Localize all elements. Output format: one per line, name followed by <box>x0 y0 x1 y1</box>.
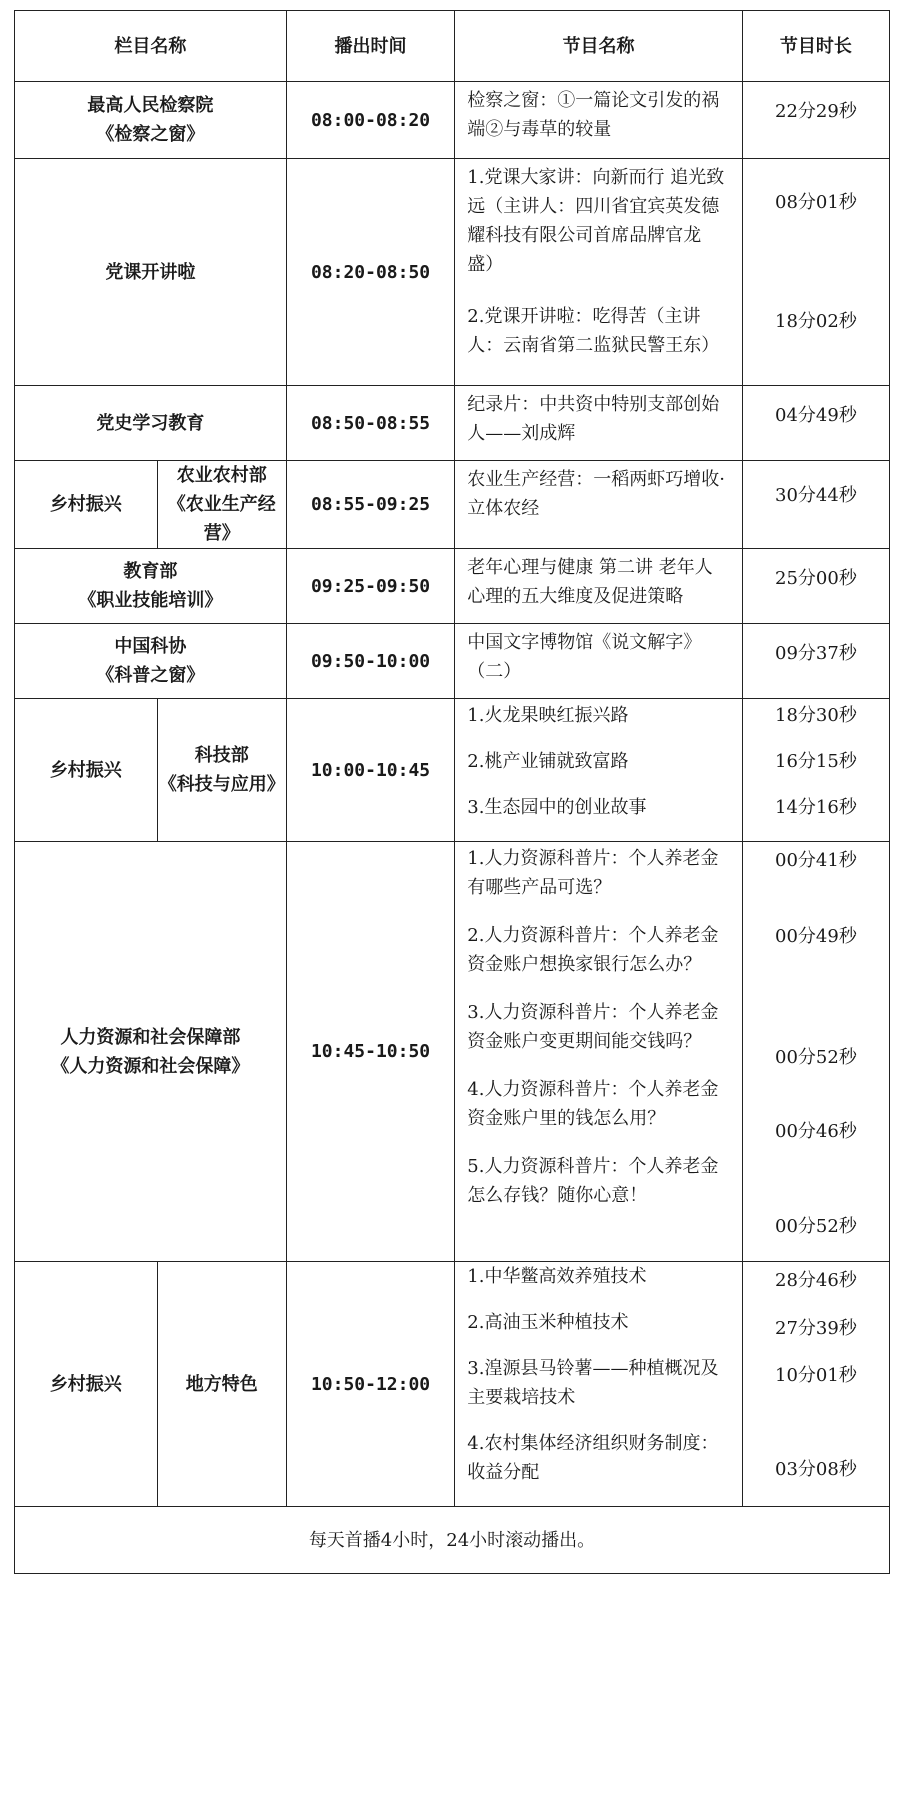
duration-cell <box>742 699 889 842</box>
program-title: 3.生态园中的创业故事 <box>467 797 647 818</box>
duration-value: 28分46秒 <box>775 1270 857 1291</box>
program-title: 3.湟源县马铃薯——种植概况及主要栽培技术 <box>467 1358 719 1408</box>
column-name-cell <box>15 624 287 699</box>
column-name: 党史学习教育 <box>96 412 205 434</box>
duration-value: 16分15秒 <box>775 751 857 772</box>
column-subname: 《农业生产经营》 <box>167 494 276 544</box>
duration-value: 25分00秒 <box>775 568 857 589</box>
program-title: 检察之窗：①一篇论文引发的祸端②与毒草的较量 <box>467 90 720 140</box>
table-row <box>15 699 890 842</box>
column-name-cell <box>157 1262 286 1507</box>
duration-cell <box>742 386 889 461</box>
duration-value: 03分08秒 <box>775 1459 857 1480</box>
column-name-cell <box>15 842 287 1262</box>
broadcast-time: 08:55-09:25 <box>286 461 454 549</box>
program-title: 2.桃产业铺就致富路 <box>467 751 629 772</box>
header-row <box>15 11 890 82</box>
broadcast-time: 08:50-08:55 <box>286 386 454 461</box>
footer-note: 每天首播4小时，24小时滚动播出。 <box>15 1507 890 1574</box>
program-cell <box>455 82 743 159</box>
program-cell <box>455 159 743 386</box>
duration-value: 27分39秒 <box>775 1318 857 1339</box>
duration-cell <box>742 159 889 386</box>
program-cell <box>455 842 743 1262</box>
column-name-cell <box>157 699 286 842</box>
column-subname: 《科技与应用》 <box>158 774 285 795</box>
program-title: 中国文字博物馆《说文解字》（二） <box>467 632 702 682</box>
duration-value: 30分44秒 <box>775 485 857 506</box>
column-name: 党课开讲啦 <box>105 261 196 283</box>
duration-cell <box>742 1262 889 1507</box>
table-row <box>15 82 890 159</box>
column-subname: 《检察之窗》 <box>96 124 205 145</box>
duration-value: 10分01秒 <box>775 1365 857 1386</box>
program-title: 农业生产经营：一稻两虾巧增收·立体农经 <box>467 469 726 519</box>
program-title: 1.中华鳖高效养殖技术 <box>467 1266 647 1287</box>
program-title: 1.党课大家讲：向新而行 追光致远（主讲人：四川省宜宾英发德耀科技有限公司首席品牌官龙盛） <box>467 167 725 275</box>
table-row <box>15 461 890 549</box>
category-cell: 乡村振兴 <box>15 461 158 549</box>
duration-value: 00分46秒 <box>775 1121 857 1142</box>
column-name-cell <box>15 386 287 461</box>
program-cell <box>455 461 743 549</box>
program-cell <box>455 1262 743 1507</box>
broadcast-time: 10:00-10:45 <box>286 699 454 842</box>
program-cell <box>455 624 743 699</box>
duration-value: 04分49秒 <box>775 405 857 426</box>
column-name-cell <box>15 159 287 386</box>
duration-cell <box>742 461 889 549</box>
broadcast-time: 08:00-08:20 <box>286 82 454 159</box>
column-name: 农业农村部 <box>176 465 267 486</box>
duration-cell <box>742 624 889 699</box>
duration-value: 00分52秒 <box>775 1047 857 1068</box>
header-duration: 节目时长 <box>742 11 889 82</box>
table-row <box>15 624 890 699</box>
program-title: 纪录片：中共资中特别支部创始人——刘成辉 <box>467 394 720 444</box>
footer-row <box>15 1507 890 1574</box>
program-title: 1.火龙果映红振兴路 <box>467 705 629 726</box>
program-title: 4.人力资源科普片：个人养老金资金账户里的钱怎么用？ <box>467 1079 719 1129</box>
table-row <box>15 159 890 386</box>
broadcast-time: 09:50-10:00 <box>286 624 454 699</box>
column-name: 人力资源和社会保障部 <box>60 1026 241 1048</box>
column-subname: 《科普之窗》 <box>96 665 205 686</box>
table-row <box>15 386 890 461</box>
column-name: 地方特色 <box>185 1373 258 1395</box>
program-title: 5.人力资源科普片：个人养老金怎么存钱？随你心意！ <box>467 1156 719 1206</box>
table-row <box>15 1262 890 1507</box>
program-title: 2.高油玉米种植技术 <box>467 1312 629 1333</box>
program-title: 老年心理与健康 第二讲 老年人心理的五大维度及促进策略 <box>467 557 713 607</box>
column-subname: 《人力资源和社会保障》 <box>51 1055 250 1077</box>
duration-cell <box>742 842 889 1262</box>
duration-value: 09分37秒 <box>775 643 857 664</box>
duration-cell <box>742 549 889 624</box>
broadcast-time: 10:45-10:50 <box>286 842 454 1262</box>
broadcast-time: 10:50-12:00 <box>286 1262 454 1507</box>
broadcast-time: 09:25-09:50 <box>286 549 454 624</box>
program-title: 2.党课开讲啦：吃得苦（主讲人：云南省第二监狱民警王东） <box>467 306 720 356</box>
program-title: 3.人力资源科普片：个人养老金资金账户变更期间能交钱吗？ <box>467 1002 719 1052</box>
column-name-cell <box>15 82 287 159</box>
header-broadcast-time: 播出时间 <box>286 11 454 82</box>
table-row <box>15 842 890 1262</box>
column-name: 中国科协 <box>114 636 187 657</box>
duration-cell <box>742 82 889 159</box>
category-cell: 乡村振兴 <box>15 1262 158 1507</box>
program-cell <box>455 699 743 842</box>
duration-value: 18分30秒 <box>775 705 857 726</box>
program-cell <box>455 386 743 461</box>
broadcast-schedule-table <box>14 10 890 1574</box>
duration-value: 00分41秒 <box>775 850 857 871</box>
duration-value: 00分49秒 <box>775 926 857 947</box>
duration-value: 14分16秒 <box>775 797 857 818</box>
header-program-name: 节目名称 <box>455 11 743 82</box>
column-name: 科技部 <box>194 745 249 766</box>
column-name-cell <box>157 461 286 549</box>
column-subname: 《职业技能培训》 <box>78 590 223 611</box>
duration-value: 08分01秒 <box>775 192 857 213</box>
column-name-cell <box>15 549 287 624</box>
duration-value: 18分02秒 <box>775 311 857 332</box>
duration-value: 22分29秒 <box>775 101 857 122</box>
header-column-name: 栏目名称 <box>15 11 287 82</box>
program-title: 1.人力资源科普片：个人养老金有哪些产品可选？ <box>467 848 719 898</box>
table-row <box>15 549 890 624</box>
broadcast-time: 08:20-08:50 <box>286 159 454 386</box>
program-cell <box>455 549 743 624</box>
program-title: 4.农村集体经济组织财务制度：收益分配 <box>467 1433 719 1483</box>
column-name: 最高人民检察院 <box>87 95 214 116</box>
category-cell: 乡村振兴 <box>15 699 158 842</box>
column-name: 教育部 <box>123 561 178 582</box>
program-title: 2.人力资源科普片：个人养老金资金账户想换家银行怎么办？ <box>467 925 719 975</box>
duration-value: 00分52秒 <box>775 1216 857 1237</box>
